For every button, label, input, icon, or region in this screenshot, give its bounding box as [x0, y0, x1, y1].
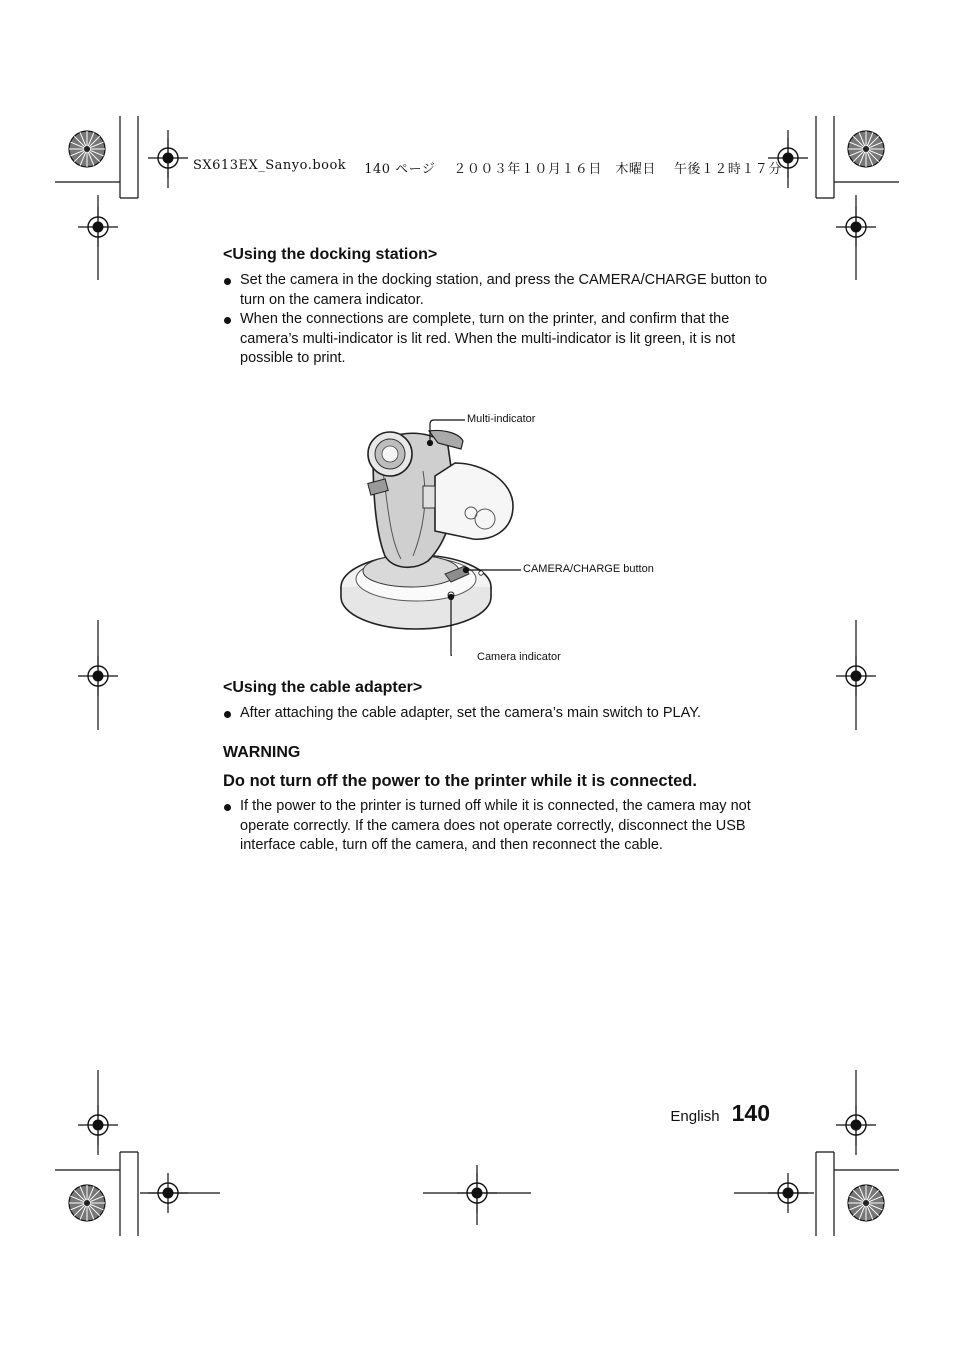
- callout-multi-indicator: Multi-indicator: [467, 412, 536, 425]
- lcd-panel: [423, 463, 513, 539]
- print-header: [193, 158, 833, 177]
- cable-bullets: [223, 704, 783, 724]
- print-header-page: 140 ページ: [364, 162, 436, 177]
- docking-bullets: [223, 271, 783, 369]
- bullet-item: After attaching the cable adapter, set the camera’s main switch to PLAY.: [223, 704, 783, 724]
- camera-dock-illustration: [223, 391, 783, 656]
- docking-heading: <Using the docking station>: [223, 246, 438, 263]
- bullet-item: If the power to the printer is turned off while it is connected, the camera may not operate correctly. If the camera does not operate correctly, disconnect the USB interface cable, turn off the camera, and then reconnect the cable.: [223, 797, 783, 856]
- page-content: [223, 245, 783, 856]
- callout-charge-button: CAMERA/CHARGE button: [523, 562, 654, 575]
- callout-camera-indicator: Camera indicator: [477, 650, 561, 663]
- docking-section: [223, 245, 783, 369]
- print-header-time: 午後１２時１７分: [673, 162, 782, 177]
- bullet-item: Set the camera in the docking station, and press the CAMERA/CHARGE button to turn on the camera indicator.: [223, 271, 783, 310]
- footer-language: English: [670, 1108, 720, 1125]
- page-footer: [670, 1100, 770, 1127]
- print-header-date: ２００３年１０月１６日 木曜日: [453, 162, 656, 177]
- warning-bullets: [223, 797, 783, 856]
- print-header-file: SX613EX_Sanyo.book: [193, 158, 347, 173]
- warning-section: [223, 743, 783, 856]
- cable-section: [223, 678, 783, 724]
- warning-title: WARNING: [223, 744, 301, 761]
- cable-heading: <Using the cable adapter>: [223, 678, 423, 696]
- page-number: 140: [731, 1100, 770, 1126]
- camera-dock-figure: [223, 391, 783, 663]
- warning-subtitle: Do not turn off the power to the printer while it is connected.: [223, 772, 697, 790]
- bullet-item: When the connections are complete, turn on the printer, and confirm that the camera’s multi-indicator is lit red. When the multi-indicator is lit green, it is not possible to print.: [223, 310, 783, 369]
